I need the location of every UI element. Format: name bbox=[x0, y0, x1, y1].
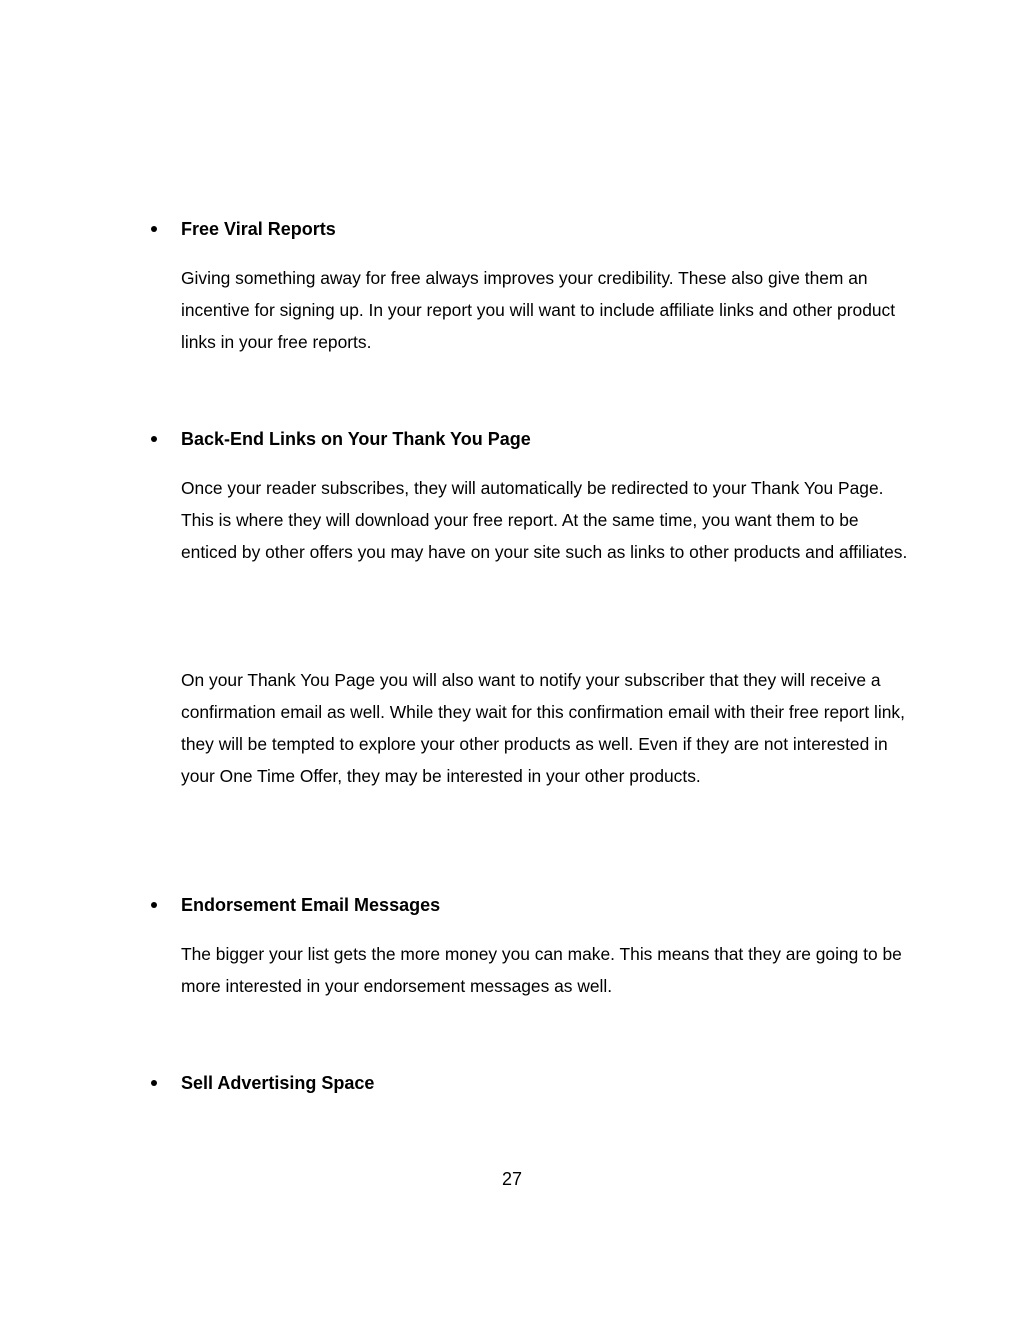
section-heading: Sell Advertising Space bbox=[181, 1073, 375, 1093]
section-paragraph: Once your reader subscribes, they will automatically be redirected to your Thank You Page. This is where they will download your free report. At the same time, you want them to be enticed by other offers you may have on your site such as links to other products and affiliates. bbox=[181, 478, 908, 562]
page-number: 27 bbox=[501, 1169, 523, 1189]
section-heading: Back-End Links on Your Thank You Page bbox=[181, 429, 531, 449]
bullet-icon bbox=[149, 1071, 159, 1095]
section-paragraph: Giving something away for free always improves your credibility. These also give them an incentive for signing up. In your report you will want to include affiliate links and other product links in your free reports. bbox=[181, 268, 896, 352]
section-heading: Free Viral Reports bbox=[181, 219, 336, 239]
bullet-icon bbox=[149, 217, 159, 241]
section-heading: Endorsement Email Messages bbox=[181, 895, 441, 915]
section-paragraph: The bigger your list gets the more money you can make. This means that they are going to be more interested in your endorsement messages as well. bbox=[181, 944, 902, 996]
bullet-icon bbox=[149, 427, 159, 451]
section-paragraph: On your Thank You Page you will also want to notify your subscriber that they will receive a confirmation email as well. While they wait for this confirmation email with their free report link, they will be tempted to explore your other products as well. Even if they are not interested in your One Time Offer, they may be interested in your other products. bbox=[181, 670, 905, 786]
bullet-icon bbox=[149, 893, 159, 917]
